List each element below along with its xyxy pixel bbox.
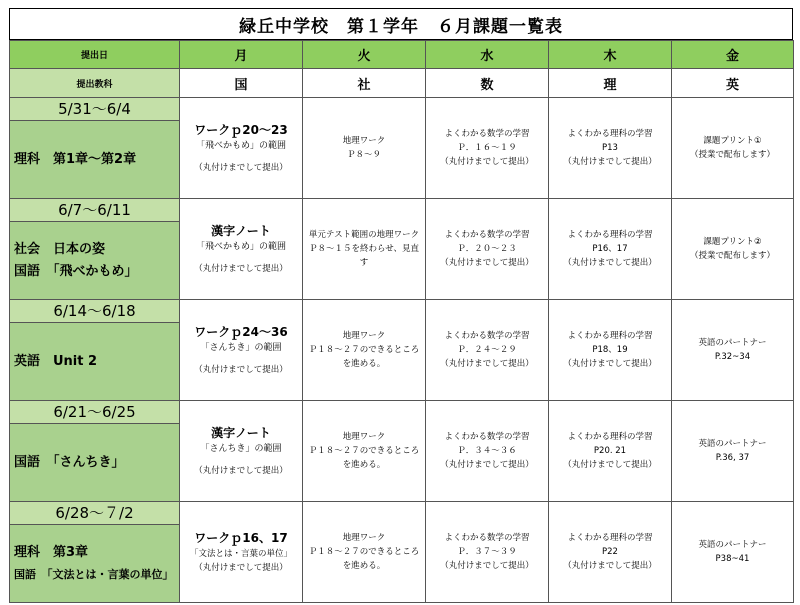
tue-cell [303, 98, 426, 199]
mon-sub: 「さんちき」の範囲 [200, 342, 282, 353]
mon-sub: 「飛べかもめ」の範囲 [195, 241, 286, 252]
assignment-table [9, 40, 794, 603]
fri-cell [672, 401, 794, 502]
date-label: 提出日 [10, 41, 180, 69]
week-cell [10, 199, 180, 300]
tue-cell [303, 401, 426, 502]
fri-cell [672, 502, 794, 603]
thu-cell [549, 98, 672, 199]
day-tue: 火 [303, 41, 426, 69]
cell-line: （丸付けまでして提出） [563, 157, 657, 167]
cell-line: P13 [602, 143, 618, 153]
thu-cell [549, 502, 672, 603]
cell-line: Ｐ．３４〜３６ [457, 446, 517, 456]
cell-line: （丸付けまでして提出） [440, 258, 534, 268]
cell-line: を進める。 [342, 359, 386, 369]
cell-line: （丸付けまでして提出） [563, 561, 657, 571]
fri-cell [672, 300, 794, 401]
week-subjects [10, 121, 179, 198]
cell-line: 地理ワーク [342, 136, 386, 146]
cell-line: よくわかる数学の学習 [444, 331, 530, 341]
subject-tue: 社 [303, 69, 426, 98]
cell-line: Ｐ．２０〜２３ [457, 244, 517, 254]
subject-label: 提出教科 [10, 69, 180, 98]
cell-line: Ｐ．３７〜３９ [457, 547, 517, 557]
day-wed: 水 [426, 41, 549, 69]
cell-line: P.32~34 [714, 352, 751, 362]
cell-line: Ｐ８〜１５を終わらせ、見直 [309, 244, 419, 254]
cell-line: よくわかる理科の学習 [567, 331, 653, 341]
week-subject-line: 社会 日本の姿 [14, 241, 106, 257]
mon-cell [180, 401, 303, 502]
mon-cell [180, 98, 303, 199]
mon-cell [180, 300, 303, 401]
mon-note: （丸付けまでして提出） [194, 364, 288, 375]
cell-line: （丸付けまでして提出） [440, 460, 534, 470]
table-row [10, 300, 794, 401]
wed-cell [426, 300, 549, 401]
day-fri: 金 [672, 41, 794, 69]
cell-line: す [359, 258, 369, 268]
week-subject-line: 国語 「飛べかもめ」 [14, 263, 138, 279]
table-row [10, 98, 794, 199]
cell-line: Ｐ８〜９ [346, 150, 381, 160]
thu-cell [549, 199, 672, 300]
cell-line: 英語のパートナー [698, 540, 767, 550]
cell-line: （授業で配布します） [689, 251, 775, 261]
cell-line: Ｐ１８〜２７のできるところ [308, 345, 420, 355]
cell-line: 単元テスト範囲の地理ワーク [308, 230, 420, 240]
week-cell [10, 401, 180, 502]
cell-line: よくわかる理科の学習 [567, 129, 653, 139]
mon-note: （丸付けまでして提出） [194, 465, 288, 476]
wed-cell [426, 502, 549, 603]
mon-main: ワークｐ20〜23 [194, 122, 288, 137]
cell-line: よくわかる数学の学習 [444, 230, 530, 240]
mon-sub: 「文法とは・言葉の単位」 [189, 548, 292, 559]
subject-thu: 理 [549, 69, 672, 98]
week-subjects [10, 424, 179, 501]
cell-line: Ｐ．２４〜２９ [457, 345, 517, 355]
cell-line: Ｐ１８〜２７のできるところ [308, 446, 420, 456]
cell-line: よくわかる数学の学習 [444, 533, 530, 543]
tue-cell [303, 300, 426, 401]
cell-line: よくわかる数学の学習 [444, 129, 530, 139]
week-subjects [10, 323, 179, 400]
table-row [10, 502, 794, 603]
cell-line: 課題プリント② [703, 237, 762, 247]
day-mon: 月 [180, 41, 303, 69]
subject-mon: 国 [180, 69, 303, 98]
wed-cell [426, 199, 549, 300]
thu-cell [549, 300, 672, 401]
cell-line: 英語のパートナー [698, 338, 767, 348]
week-cell [10, 502, 180, 603]
page-title: 緑丘中学校 第１学年 ６月課題一覧表 [9, 8, 793, 40]
cell-line: Ｐ．１６〜１９ [457, 143, 517, 153]
week-date: 5/31〜6/4 [10, 98, 179, 121]
day-header-row [10, 41, 794, 69]
mon-note: （丸付けまでして提出） [194, 263, 288, 274]
mon-sub: 「さんちき」の範囲 [200, 443, 282, 454]
week-subject-line: 英語 Unit 2 [14, 353, 98, 369]
cell-line: 地理ワーク [342, 331, 386, 341]
table-row [10, 199, 794, 300]
mon-main: 漢字ノート [211, 223, 271, 238]
mon-main: ワークｐ16、17 [194, 530, 288, 545]
mon-main: ワークｐ24〜36 [194, 324, 288, 339]
week-date: 6/7〜6/11 [10, 199, 179, 222]
cell-line: よくわかる理科の学習 [567, 432, 653, 442]
cell-line: （授業で配布します） [689, 150, 775, 160]
mon-sub: 「飛べかもめ」の範囲 [195, 140, 286, 151]
table-row [10, 401, 794, 502]
cell-line: よくわかる数学の学習 [444, 432, 530, 442]
cell-line: （丸付けまでして提出） [563, 460, 657, 470]
week-cell [10, 300, 180, 401]
cell-line: （丸付けまでして提出） [440, 561, 534, 571]
cell-line: （丸付けまでして提出） [440, 359, 534, 369]
week-cell [10, 98, 180, 199]
cell-line: 地理ワーク [342, 432, 386, 442]
cell-line: P38~41 [715, 554, 750, 564]
week-subject-line: 国語 「さんちき」 [14, 454, 125, 470]
cell-line: P20. 21 [593, 446, 627, 456]
week-subject-line: 理科 第1章〜第2章 [14, 151, 137, 167]
cell-line: （丸付けまでして提出） [563, 258, 657, 268]
cell-line: 課題プリント① [703, 136, 762, 146]
week-subject-line: 国語 「文法とは・言葉の単位」 [14, 567, 174, 581]
thu-cell [549, 401, 672, 502]
week-subjects [10, 222, 179, 299]
week-date: 6/28〜７/2 [10, 502, 179, 525]
week-date: 6/14〜6/18 [10, 300, 179, 323]
day-thu: 木 [549, 41, 672, 69]
subject-wed: 数 [426, 69, 549, 98]
week-subject-line: 理科 第3章 [14, 544, 89, 560]
cell-line: P16、17 [592, 244, 628, 254]
wed-cell [426, 401, 549, 502]
fri-cell [672, 199, 794, 300]
mon-cell [180, 199, 303, 300]
cell-line: P.36, 37 [715, 453, 750, 463]
wed-cell [426, 98, 549, 199]
cell-line: を進める。 [342, 460, 386, 470]
mon-cell [180, 502, 303, 603]
subject-header-row [10, 69, 794, 98]
cell-line: 英語のパートナー [698, 439, 767, 449]
week-date: 6/21〜6/25 [10, 401, 179, 424]
fri-cell [672, 98, 794, 199]
cell-line: P22 [602, 547, 618, 557]
cell-line: Ｐ１８〜２７のできるところ [308, 547, 420, 557]
cell-line: を進める。 [342, 561, 386, 571]
tue-cell [303, 199, 426, 300]
cell-line: （丸付けまでして提出） [563, 359, 657, 369]
cell-line: よくわかる理科の学習 [567, 533, 653, 543]
tue-cell [303, 502, 426, 603]
mon-note: （丸付けまでして提出） [194, 562, 288, 573]
cell-line: （丸付けまでして提出） [440, 157, 534, 167]
cell-line: 地理ワーク [342, 533, 386, 543]
mon-note: （丸付けまでして提出） [194, 162, 288, 173]
mon-main: 漢字ノート [211, 425, 271, 440]
cell-line: P18、19 [592, 345, 628, 355]
subject-fri: 英 [672, 69, 794, 98]
week-subjects [10, 525, 179, 602]
cell-line: よくわかる理科の学習 [567, 230, 653, 240]
